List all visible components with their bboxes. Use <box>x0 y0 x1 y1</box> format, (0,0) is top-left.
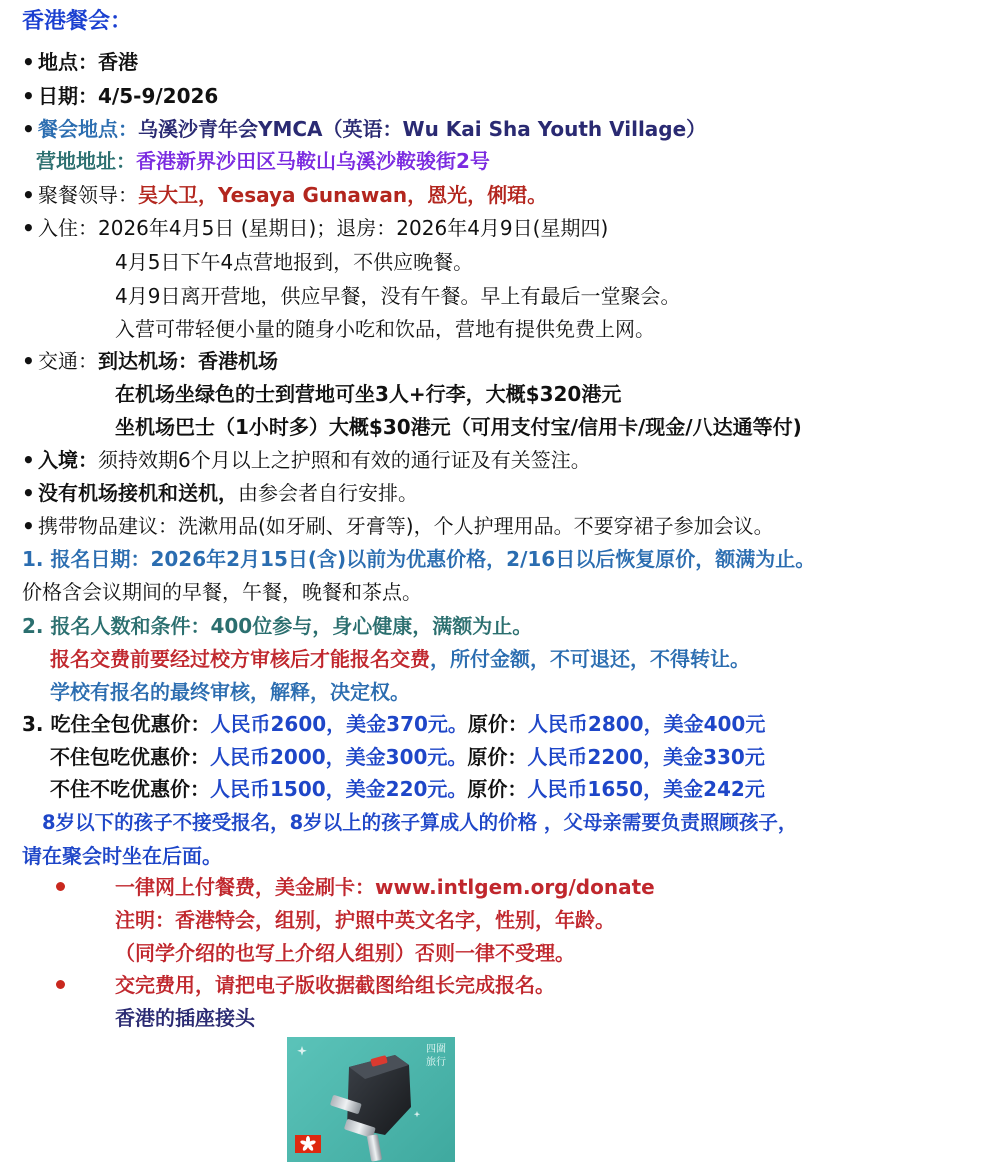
no-pickup-bold: 没有机场接机和送机， <box>38 481 238 505</box>
checkin-line <box>22 213 608 243</box>
registration-review-red: 报名交费前要经过校方审核后才能报名交费 <box>50 647 430 671</box>
location-label: 地点： <box>38 50 98 74</box>
price-row-meals <box>50 742 765 772</box>
registration-review-line <box>50 644 750 674</box>
bullet-dot <box>56 980 65 989</box>
page-title: 香港餐会： <box>22 9 133 34</box>
transport-airport: 到达机场：香港机场 <box>98 349 278 373</box>
price-value: 人民币2600，美金370元。 <box>210 712 468 736</box>
location-line <box>22 47 138 77</box>
bullet: • <box>22 216 35 240</box>
price-row-none <box>50 774 765 804</box>
bullet: • <box>22 50 35 74</box>
entry-line <box>22 445 591 475</box>
bullet: • <box>22 84 35 108</box>
no-pickup-line <box>22 478 418 508</box>
date-value: 4/5-9/2026 <box>98 84 219 108</box>
registration-review-blue: ，所付金额，不可退还，不得转让。 <box>430 647 750 671</box>
original-price-value: 人民币1650，美金242元 <box>527 777 765 801</box>
price-value: 人民币2000，美金300元。 <box>210 745 468 769</box>
bullet: • <box>22 117 35 141</box>
registration-date-heading: 1. 报名日期：2026年2月15日(含)以前为优惠价格，2/16日以后恢复原价，额满为止。 <box>22 547 816 571</box>
price-label: 不住不吃优惠价： <box>50 777 210 801</box>
registration-authority: 学校有报名的最终审核，解释，决定权。 <box>50 680 410 704</box>
items-label: 携带物品建议： <box>38 514 178 538</box>
price-row-full <box>22 709 765 739</box>
payment-line: 一律网上付餐费，美金刷卡：www.intlgem.org/donate <box>115 875 655 899</box>
bullet: • <box>22 183 35 207</box>
children-policy: 8岁以下的孩子不接受报名，8岁以上的孩子算成人的价格 ，父母亲需要负责照顾孩子， <box>42 811 798 834</box>
items-line <box>22 511 774 541</box>
no-pickup-rest: 由参会者自行安排。 <box>238 481 418 505</box>
price-prefix: 3. <box>22 712 51 736</box>
items-value: 洗漱用品(如牙刷、牙膏等)，个人护理用品。不要穿裙子参加会议。 <box>178 514 774 538</box>
checkin-note: 4月9日离开营地，供应早餐，没有午餐。早上有最后一堂聚会。 <box>115 284 681 308</box>
bullet: • <box>22 514 35 538</box>
plug-photo <box>287 1037 455 1162</box>
venue-line <box>22 114 706 144</box>
leaders-line <box>22 180 547 210</box>
date-line <box>22 81 218 111</box>
plug-caption: 香港的插座接头 <box>115 1006 255 1030</box>
date-label: 日期： <box>38 84 98 108</box>
brand-logo: 四圍旅行 <box>426 1044 446 1068</box>
price-label: 吃住全包优惠价： <box>50 712 211 736</box>
hong-kong-flag-icon <box>295 1135 321 1153</box>
receipt-line: 交完费用，请把电子版收据截图给组长完成报名。 <box>115 973 555 997</box>
address-label: 营地地址： <box>36 149 136 173</box>
transport-taxi: 在机场坐绿色的士到营地可坐3人+行李，大概$320港元 <box>115 382 622 406</box>
checkin-label: 入住： <box>38 216 98 240</box>
venue-label: 餐会地点： <box>38 117 138 141</box>
venue-value: 乌溪沙青年会YMCA（英语：Wu Kai Sha Youth Village） <box>138 117 707 141</box>
original-price-value: 人民币2200，美金330元 <box>527 745 765 769</box>
price-label: 不住包吃优惠价： <box>50 745 210 769</box>
children-seating: 请在聚会时坐在后面。 <box>22 844 222 868</box>
original-price-label: 原价： <box>467 712 528 736</box>
leaders-value: 吴大卫，Yesaya Gunawan，恩光，俐珺。 <box>138 183 548 207</box>
address-line <box>36 146 490 176</box>
payment-referral: （同学介绍的也写上介绍人组别）否则一律不受理。 <box>115 941 575 965</box>
original-price-value: 人民币2800，美金400元 <box>527 712 766 736</box>
checkin-note: 4月5日下午4点营地报到，不供应晚餐。 <box>115 250 474 274</box>
entry-label: 入境： <box>38 448 98 472</box>
payment-note: 注明：香港特会，组别，护照中英文名字，性别，年龄。 <box>115 908 615 932</box>
entry-value: 须持效期6个月以上之护照和有效的通行证及有关签注。 <box>98 448 591 472</box>
bullet: • <box>22 448 35 472</box>
transport-label: 交通： <box>38 349 98 373</box>
location-value: 香港 <box>98 50 138 74</box>
transport-line <box>22 346 278 376</box>
original-price-label: 原价： <box>467 745 528 769</box>
original-price-label: 原价： <box>467 777 528 801</box>
bullet: • <box>22 481 35 505</box>
price-value: 人民币1500，美金220元。 <box>210 777 468 801</box>
bullet: • <box>22 349 35 373</box>
address-value: 香港新界沙田区马鞍山乌溪沙鞍骏街2号 <box>136 149 490 173</box>
checkin-note: 入营可带轻便小量的随身小吃和饮品，营地有提供免费上网。 <box>115 317 655 341</box>
registration-date-note: 价格含会议期间的早餐，午餐，晚餐和茶点。 <box>22 580 422 604</box>
registration-conditions-heading: 2. 报名人数和条件：400位参与，身心健康，满额为止。 <box>22 614 533 638</box>
leaders-label: 聚餐领导： <box>38 183 138 207</box>
checkin-value: 2026年4月5日 (星期日)；退房：2026年4月9日(星期四) <box>98 216 609 240</box>
transport-bus: 坐机场巴士（1小时多）大概$30港元（可用支付宝/信用卡/现金/八达通等付) <box>115 415 802 439</box>
bullet-dot <box>56 882 65 891</box>
